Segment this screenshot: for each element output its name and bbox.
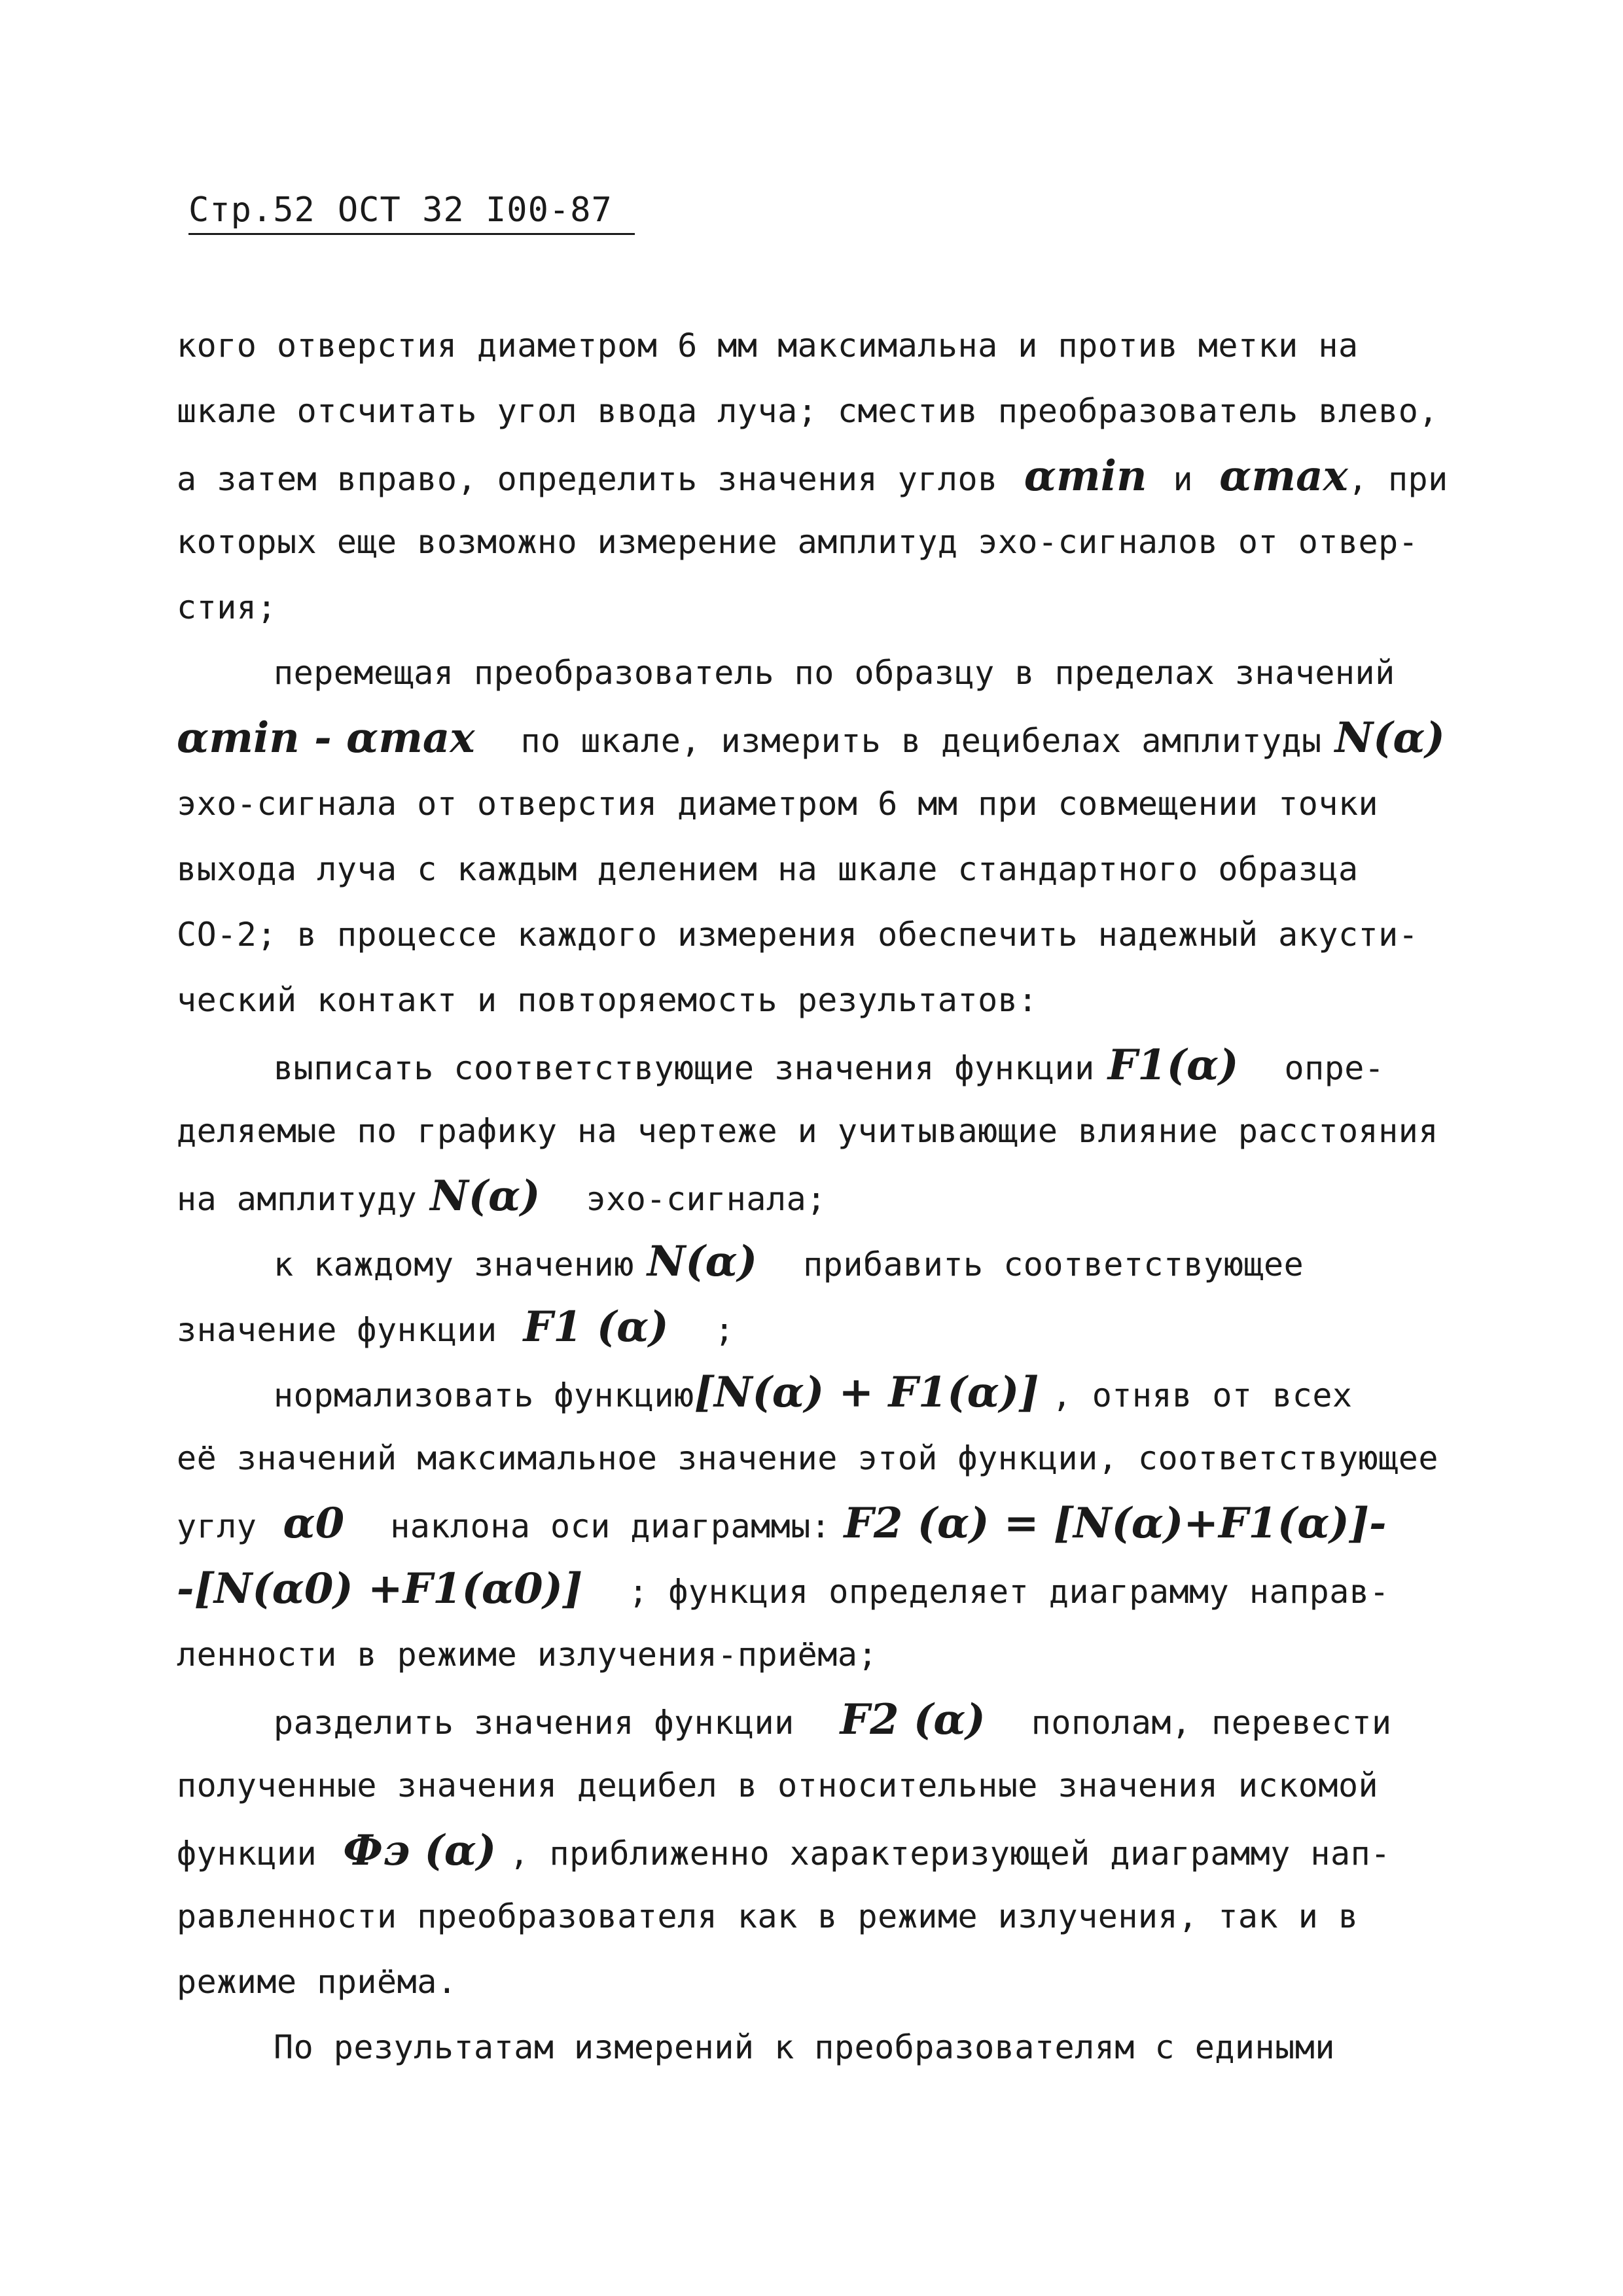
text-line bbox=[177, 1229, 1459, 1295]
text-fragment: а затем вправо, определить значения углов bbox=[177, 460, 998, 498]
text-fragment: наклона оси диаграммы: bbox=[390, 1507, 831, 1545]
text-fragment: опре- bbox=[1284, 1049, 1385, 1087]
text-fragment: ; bbox=[714, 1311, 735, 1349]
formula: Фэ (α) bbox=[343, 1826, 497, 1875]
text-line bbox=[177, 706, 1459, 771]
text-fragment: углу bbox=[177, 1507, 257, 1545]
formula: αmin - αmax bbox=[177, 713, 475, 762]
text-fragment: нормализовать функцию bbox=[274, 1376, 694, 1414]
text-line: шкале отсчитать угол ввода луча; сместив преобразователь влево, bbox=[177, 392, 1438, 430]
formula: F2 (α) bbox=[840, 1695, 986, 1744]
text-line: СО-2; в процессе каждого измерения обеспечить надежный акусти- bbox=[177, 916, 1419, 954]
text-line bbox=[177, 1491, 1459, 1556]
formula: [N(α) + F1(α)] bbox=[694, 1368, 1039, 1417]
text-line bbox=[177, 444, 1459, 509]
text-line bbox=[177, 1295, 1459, 1360]
text-line bbox=[177, 1033, 1459, 1098]
text-fragment: разделить значения функции bbox=[274, 1704, 794, 1742]
text-fragment: эхо-сигнала; bbox=[586, 1180, 827, 1218]
formula: αmin bbox=[1024, 452, 1147, 501]
text-line bbox=[177, 1360, 1459, 1426]
text-line: равленности преобразователя как в режиме излучения, так и в bbox=[177, 1897, 1359, 1935]
formula: N(α) bbox=[647, 1237, 758, 1286]
text-line bbox=[177, 1818, 1459, 1884]
text-fragment: пополам, перевести bbox=[1031, 1704, 1392, 1742]
text-line: кого отверстия диаметром 6 мм максимальна и против метки на bbox=[177, 327, 1359, 365]
formula: F2 (α) = [N(α)+F1(α)]- bbox=[844, 1499, 1387, 1548]
text-fragment: значение функции bbox=[177, 1311, 497, 1349]
formula: α0 bbox=[283, 1499, 345, 1548]
formula: F1 (α) bbox=[523, 1302, 669, 1352]
text-fragment: выписать соответствующие значения функции bbox=[274, 1049, 1095, 1087]
text-fragment: по шкале, измерить в децибелах амплитуды bbox=[520, 722, 1322, 760]
text-line: перемещая преобразователь по образцу в пределах значений bbox=[274, 654, 1395, 692]
text-fragment: , при bbox=[1347, 460, 1448, 498]
text-line: выхода луча с каждым делением на шкале стандартного образца bbox=[177, 850, 1359, 888]
text-fragment: , отняв от всех bbox=[1052, 1376, 1353, 1414]
text-line: её значений максимальное значение этой функции, соответствующее bbox=[177, 1439, 1438, 1477]
text-fragment: и bbox=[1173, 460, 1194, 498]
page-header bbox=[188, 190, 635, 235]
text-line: ленности в режиме излучения-приёма; bbox=[177, 1636, 878, 1674]
text-fragment: прибавить соответствующее bbox=[803, 1246, 1304, 1283]
text-line: которых еще возможно измерение амплитуд эхо-сигналов от отвер- bbox=[177, 523, 1419, 561]
text-fragment: , приближенно характеризующей диаграмму нап- bbox=[509, 1835, 1391, 1873]
text-fragment: функции bbox=[177, 1835, 317, 1873]
document-body bbox=[177, 313, 1459, 2080]
text-line: полученные значения децибел в относительные значения искомой bbox=[177, 1767, 1379, 1804]
text-line: ческий контакт и повторяемость результатов: bbox=[177, 981, 1038, 1019]
formula: -[N(α0) +F1(α0)] bbox=[177, 1564, 583, 1613]
text-line: деляемые по графику на чертеже и учитывающие влияние расстояния bbox=[177, 1112, 1438, 1150]
text-line bbox=[177, 1556, 1459, 1622]
standard-code: ОСТ 32 I00-87 bbox=[337, 190, 613, 230]
text-line bbox=[177, 1687, 1459, 1753]
formula: F1(α) bbox=[1107, 1041, 1239, 1090]
text-fragment: к каждому значению bbox=[274, 1246, 634, 1283]
formula: N(α) bbox=[1334, 713, 1445, 762]
text-line: режиме приёма. bbox=[177, 1963, 457, 2001]
text-fragment: на амплитуду bbox=[177, 1180, 418, 1218]
formula: αmax bbox=[1219, 452, 1348, 501]
text-line bbox=[177, 1164, 1459, 1229]
page-number: Стр.52 bbox=[188, 190, 315, 230]
text-line: По результатам измерений к преобразователям с едиными bbox=[274, 2028, 1335, 2066]
text-fragment: ; функция определяет диаграмму направ- bbox=[628, 1573, 1390, 1611]
text-line: стия; bbox=[177, 588, 277, 626]
text-line: эхо-сигнала от отверстия диаметром 6 мм при совмещении точки bbox=[177, 785, 1379, 823]
formula: N(α) bbox=[430, 1172, 541, 1221]
